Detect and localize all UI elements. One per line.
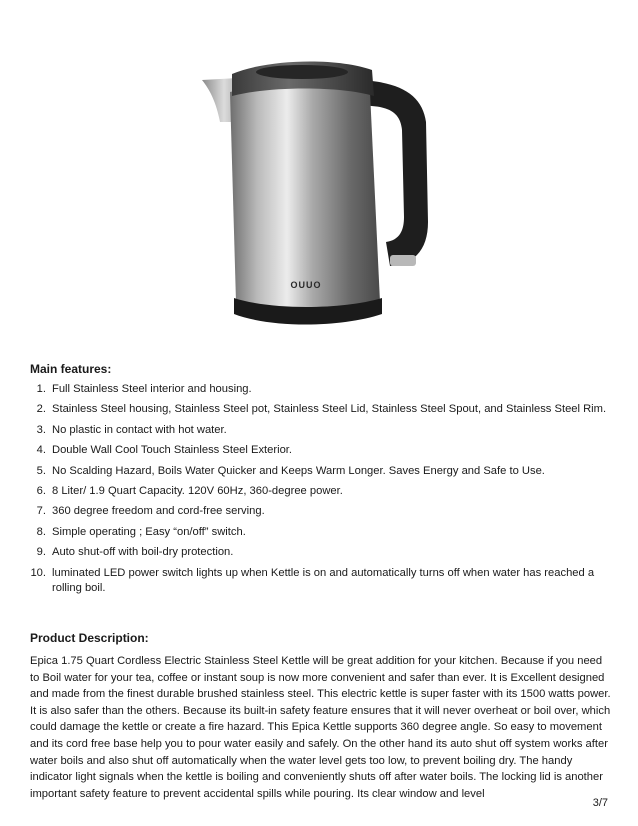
feature-number: 7.: [36, 505, 46, 518]
feature-number: 9.: [36, 546, 46, 559]
feature-text: Auto shut-off with boil-dry protection.: [52, 546, 234, 559]
features-heading: Main features:: [30, 362, 112, 376]
feature-item: [30, 545, 610, 560]
page-number: 3/7: [592, 797, 608, 809]
feature-item: [30, 402, 610, 417]
feature-item: [30, 443, 610, 458]
feature-text: 360 degree freedom and cord-free serving.: [52, 505, 265, 518]
product-description: Epica 1.75 Quart Cordless Electric Stainless Steel Kettle will be great addition for your kitchen. Because if you need to Boil water for your tea, coffee or instant soup is now more convenient and safer than ever. It is Excellent designed and made from the finest durable brushed stainless steel. This electric kettle is super faster with its 1500 watts power. It is also safer than the others. Because its built-in safety feature ensures that it will never overheat or boil over, which could damage the kettle or create a fire hazard. This Epica Kettle supports 360 degree angle. So easy to movement and its cord free base help you to pour water easily and safely. On the other hand its auto shut off system works after water boils and also shut off automatically when the water level gets too low, to prevent boiling dry. The handy indicator light signals when the kettle is boiling and conveniently shuts off after water boils. The locking lid is another important safety feature to prevent accidental spills while pouring. Its clear window and level: [30, 655, 611, 800]
power-switch: [390, 255, 416, 266]
feature-text: 8 Liter/ 1.9 Quart Capacity. 120V 60Hz, 360-degree power.: [52, 484, 343, 497]
feature-number: 4.: [36, 444, 46, 457]
feature-number: 3.: [36, 423, 46, 436]
feature-item: [30, 423, 610, 438]
lid-button: [256, 65, 348, 79]
feature-text: Double Wall Cool Touch Stainless Steel Exterior.: [52, 444, 293, 457]
description-heading: Product Description:: [30, 631, 149, 645]
feature-number: 6.: [36, 484, 46, 497]
feature-number: 8.: [36, 525, 46, 538]
feature-item: [30, 566, 610, 596]
feature-number: 5.: [36, 464, 46, 477]
feature-text: No plastic in contact with hot water.: [52, 423, 227, 436]
feature-number: 1.: [36, 383, 46, 395]
feature-item: [30, 504, 610, 519]
product-image-kettle: [190, 52, 450, 342]
feature-number: 10.: [30, 566, 46, 579]
feature-item: [30, 382, 610, 397]
brand-logo: OUUO: [290, 280, 322, 290]
feature-text: Stainless Steel housing, Stainless Steel pot, Stainless Steel Lid, Stainless Steel Spout, and Stainless Steel Rim.: [52, 403, 607, 416]
feature-text: No Scalding Hazard, Boils Water Quicker and Keeps Warm Longer. Saves Energy and Safe to Use.: [52, 464, 545, 477]
feature-text: luminated LED power switch lights up when Kettle is on and automatically turns off when water has reached a rolling boil.: [52, 566, 595, 594]
feature-item: [30, 484, 610, 499]
kettle-body: [230, 85, 380, 312]
feature-text: Simple operating ; Easy “on/off” switch.: [52, 525, 246, 538]
feature-item: [30, 525, 610, 540]
feature-item: [30, 464, 610, 479]
kettle-illustration: [190, 52, 450, 342]
feature-number: 2.: [36, 403, 46, 416]
feature-text: Full Stainless Steel interior and housing.: [52, 383, 252, 395]
features-list: [30, 382, 610, 601]
